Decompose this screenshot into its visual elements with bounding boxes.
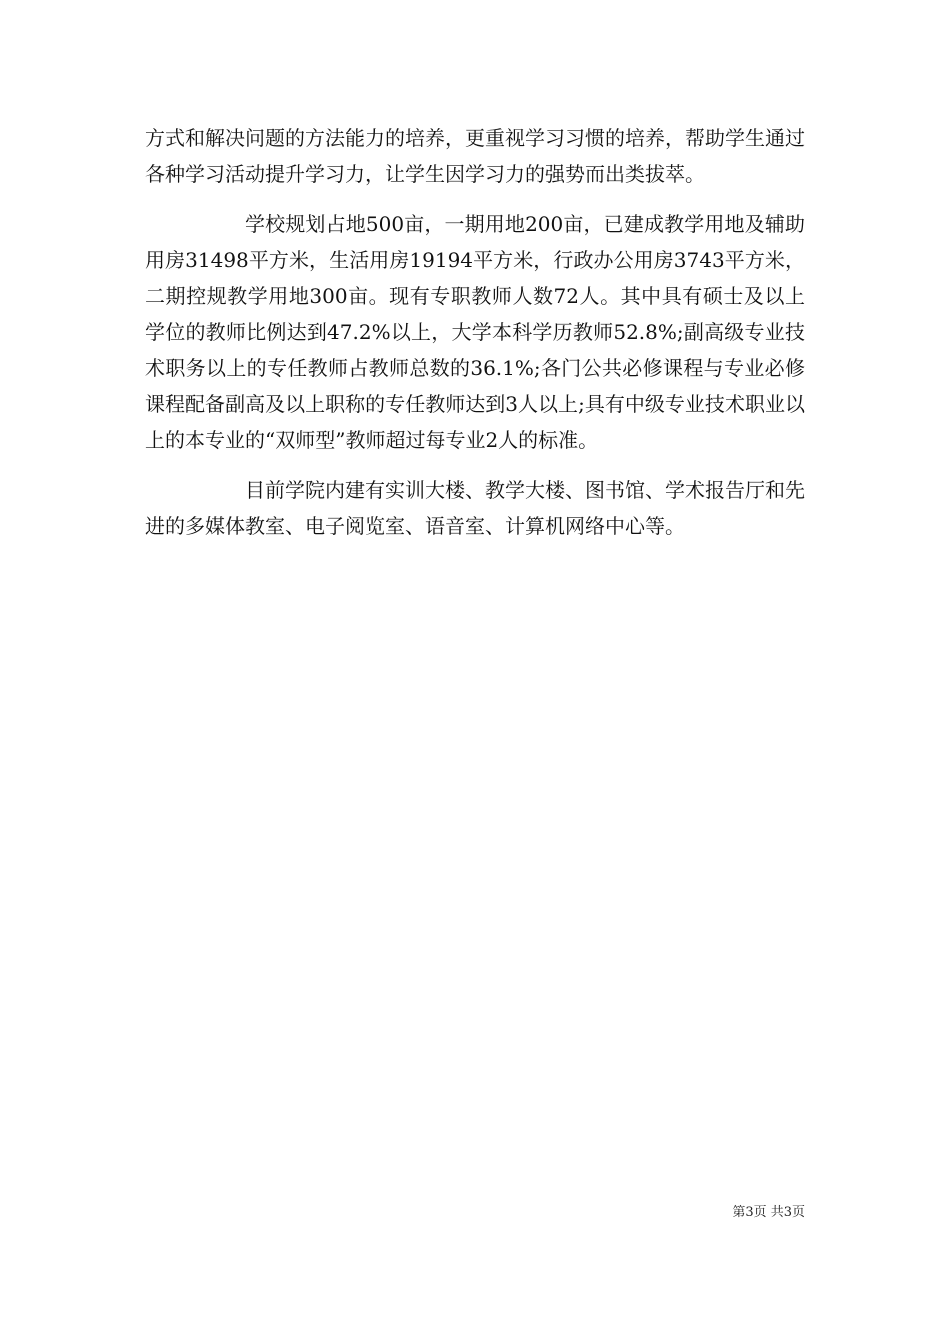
paragraph-continuation: 方式和解决问题的方法能力的培养，更重视学习习惯的培养，帮助学生通过各种学习活动提升学习力，让学生因学习力的强势而出类拔萃。 xyxy=(145,126,805,186)
document-body xyxy=(145,120,805,558)
paragraph-campus-facts: 学校规划占地500亩，一期用地200亩，已建成教学用地及辅助用房31498平方米，生活用房19194平方米，行政办公用房3743平方米，二期控规教学用地300亩。现有专职教师人数72人。其中具有硕士及以上学位的教师比例达到47.2%以上，大学本科学历教师52.8%;副高级专业技术职务以上的专任教师占教师总数的36.1%;各门公共必修课程与专业必修课程配备副高及以上职称的专任教师达到3人以上;具有中级专业技术职业以上的本专业的“双师型”教师超过每专业2人的标准。 xyxy=(145,212,805,452)
page-number-footer: 第3页 共3页 xyxy=(732,1205,805,1220)
paragraph-facilities: 目前学院内建有实训大楼、教学大楼、图书馆、学术报告厅和先进的多媒体教室、电子阅览室、语音室、计算机网络中心等。 xyxy=(145,478,805,538)
